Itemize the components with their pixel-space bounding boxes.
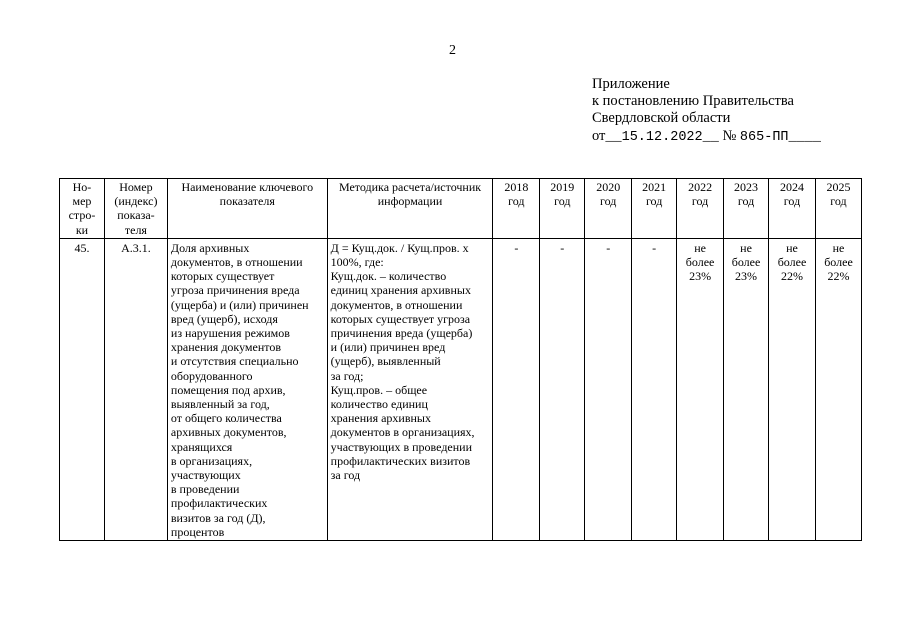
table-row <box>60 238 862 540</box>
appendix-date-number-line <box>592 128 821 146</box>
number-prefix: № <box>722 128 737 144</box>
header-year-2023: 2023 год <box>724 179 769 239</box>
table-header-row <box>60 179 862 239</box>
row-number-cell: 45. <box>60 238 105 540</box>
appendix-region-line: Свердловской области <box>592 110 731 126</box>
value-2022-cell: не более 23% <box>677 238 724 540</box>
appendix-block <box>592 76 821 146</box>
indicators-table <box>59 178 862 541</box>
header-row-number: Но- мер стро- ки <box>60 179 105 239</box>
date-prefix: от <box>592 128 606 144</box>
page-number: 2 <box>449 43 456 58</box>
header-year-2024: 2024 год <box>769 179 816 239</box>
value-2023-cell: не более 23% <box>724 238 769 540</box>
resolution-date: __15.12.2022__ <box>605 130 719 145</box>
value-2021-cell: - <box>632 238 677 540</box>
header-year-2019: 2019 год <box>540 179 585 239</box>
header-indicator-name: Наименование ключевого показателя <box>167 179 327 239</box>
indicator-index-cell: А.3.1. <box>104 238 167 540</box>
header-year-2018: 2018 год <box>493 179 540 239</box>
calculation-method-cell: Д = Кущ.док. / Кущ.пров. х 100%, где: Кущ.док. – количество единиц хранения архивных документов, в отношении которых существует угроза причинения вреда (ущерба) и (или) причинен вред (ущерб), выявленный за год; Кущ.пров. – общее количество единиц хранения архивных документов в организациях, участвующих в проведении профилактических визитов за год <box>327 238 493 540</box>
value-2024-cell: не более 22% <box>769 238 816 540</box>
indicator-name-cell: Доля архивных документов, в отношении которых существует угроза причинения вреда (ущерба) и (или) причинен вред (ущерб), исходя из нарушения режимов хранения документов и отсутствия специально оборудованного помещения под архив, выявленный за год, от общего количества архивных документов, хранящихся в организациях, участвующих в проведении профилактических визитов за год (Д), процентов <box>167 238 327 540</box>
header-year-2022: 2022 год <box>677 179 724 239</box>
value-2020-cell: - <box>585 238 632 540</box>
header-year-2021: 2021 год <box>632 179 677 239</box>
header-year-2025: 2025 год <box>815 179 861 239</box>
value-2025-cell: не более 22% <box>815 238 861 540</box>
header-calculation-method: Методика расчета/источник информации <box>327 179 493 239</box>
appendix-resolution-line: к постановлению Правительства <box>592 93 794 109</box>
value-2018-cell: - <box>493 238 540 540</box>
resolution-number: 865-ПП____ <box>739 130 821 145</box>
appendix-title: Приложение <box>592 76 670 92</box>
header-indicator-index: Номер (индекс) показа- теля <box>104 179 167 239</box>
value-2019-cell: - <box>540 238 585 540</box>
header-year-2020: 2020 год <box>585 179 632 239</box>
